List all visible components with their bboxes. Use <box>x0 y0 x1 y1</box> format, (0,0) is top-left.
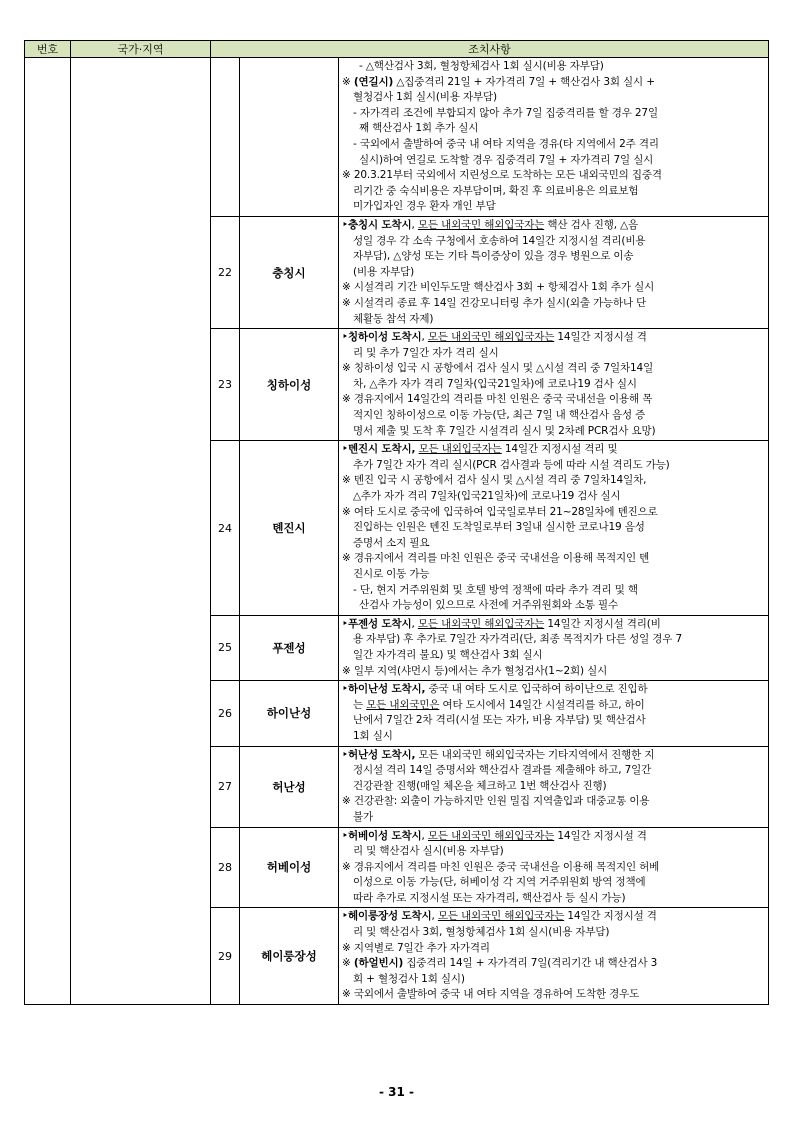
line-text: 난에서 7일간 2차 격리(시설 또는 자가, 비용 자부담) 및 핵산검사 <box>353 714 646 727</box>
measure-line <box>342 598 764 614</box>
line-text: ※ 경유지에서 격리를 마친 인원은 중국 국내선을 이용해 목적지인 허베 <box>342 860 660 873</box>
measure-line <box>342 875 764 891</box>
underlined-text: 모든 내외입국자는 <box>418 443 502 456</box>
line-text: , <box>411 218 418 231</box>
bold-text: (하얼빈시) <box>353 957 404 970</box>
region-name-cell: 헤이룽장성 <box>240 908 339 1005</box>
region-number-cell: 22 <box>211 216 240 328</box>
region-name-cell <box>240 58 339 217</box>
measure-line <box>342 748 764 764</box>
line-text: 미가입자인 경우 환자 개인 부담 <box>353 200 496 213</box>
line-text: 리 및 추가 7일간 자가 격리 실시 <box>353 346 499 359</box>
line-text: ‣ <box>342 331 349 344</box>
header-no: 번호 <box>25 41 71 58</box>
line-text: ※ <box>342 957 354 970</box>
measure-line <box>342 168 764 184</box>
measure-line <box>342 361 764 377</box>
line-text: 14일간 지정시설 격리 및 <box>501 443 618 456</box>
measure-line <box>342 199 764 215</box>
region-number-cell: 26 <box>211 681 240 746</box>
measure-line <box>342 75 764 91</box>
table-row <box>25 58 769 217</box>
measure-line <box>342 925 764 941</box>
line-text: 실시)하여 연길로 도착할 경우 집중격리 7일 + 자가격리 7일 실시 <box>359 153 654 166</box>
country-cell <box>71 58 211 1005</box>
measure-line <box>342 59 764 75</box>
line-text: △추가 자가 격리 7일차(입국21일차)에 코로나19 검사 실시 <box>353 490 621 503</box>
measure-line <box>342 567 764 583</box>
measure-line <box>342 121 764 137</box>
measure-line <box>342 713 764 729</box>
header-measures: 조치사항 <box>211 41 769 58</box>
line-text: 14일간 지정시설 격 <box>564 910 657 923</box>
line-text: (비용 자부담) <box>353 265 415 278</box>
line-text: 모든 내외국민 해외입국자는 기타지역에서 진행한 지 <box>415 748 655 761</box>
measures-cell <box>339 908 769 1005</box>
measure-line <box>342 265 764 281</box>
measure-line <box>342 648 764 664</box>
bold-text: 푸젠성 도착시 <box>348 617 412 630</box>
line-text: ‣ <box>342 748 349 761</box>
region-name-cell: 허난성 <box>240 746 339 827</box>
measure-line <box>342 458 764 474</box>
region-number-cell: 27 <box>211 746 240 827</box>
line-text: ※ 경유지에서 격리를 마친 인원은 중국 국내선을 이용해 목적지인 톈 <box>342 552 650 565</box>
region-number-cell: 23 <box>211 329 240 441</box>
measure-line <box>342 408 764 424</box>
line-text: 불가 <box>353 810 373 823</box>
line-text: ‣ <box>342 218 349 231</box>
measure-line <box>342 909 764 925</box>
line-text: 째 핵산검사 1회 추가 실시 <box>359 122 479 135</box>
measure-line <box>342 682 764 698</box>
measures-table <box>24 40 769 1005</box>
line-text: 혈청검사 1회 실시(비용 자부담) <box>353 91 497 104</box>
underlined-text: 모든 내외국민 해외입국자는 <box>427 829 555 842</box>
line-text: ※ 지역별로 7일간 추가 자가격리 <box>342 941 490 954</box>
region-name-cell: 충칭시 <box>240 216 339 328</box>
measure-line <box>342 956 764 972</box>
line-text: 체활동 참석 자제) <box>353 312 434 325</box>
line-text: 명서 제출 및 도착 후 7일간 시설격리 실시 및 2차례 PCR검사 요망) <box>353 424 656 437</box>
measure-line <box>342 330 764 346</box>
line-text: 핵산 검사 진행, △음 <box>544 218 639 231</box>
bold-text: 허베이성 도착시 <box>348 829 422 842</box>
line-text: ‣ <box>342 683 349 696</box>
underlined-text: 모든 내외국민 해외입국자는 <box>427 331 555 344</box>
line-text: 중국 내 여타 도시로 입국하여 하이난으로 진입하 <box>425 683 648 696</box>
line-text: ※ 칭하이성 입국 시 공항에서 검사 실시 및 △시설 격리 중 7일차14일 <box>342 362 654 375</box>
line-text: ※ 경유지에서 14일간의 격리를 마친 인원은 중국 국내선을 이용해 목 <box>342 393 653 406</box>
line-text: 는 <box>353 698 367 711</box>
measure-line <box>342 473 764 489</box>
line-text: ※ 20.3.21부터 국외에서 지린성으로 도착하는 모든 내외국민의 집중격 <box>342 169 662 182</box>
measure-line <box>342 377 764 393</box>
line-text: ※ 시설격리 종료 후 14일 건강모니터링 추가 실시(외출 가능하나 단 <box>342 296 647 309</box>
line-text: ‣ <box>342 617 349 630</box>
measures-cell <box>339 329 769 441</box>
measures-cell <box>339 746 769 827</box>
line-text: 정시설 격리 14일 증명서와 핵산검사 결과를 제출해야 하고, 7일간 <box>353 764 652 777</box>
measure-line <box>342 763 764 779</box>
line-text: - 단, 현지 거주위원회 및 호텔 방역 정책에 따라 추가 격리 및 핵 <box>353 583 638 596</box>
measure-line <box>342 583 764 599</box>
region-number-cell: 29 <box>211 908 240 1005</box>
region-name-cell: 칭하이성 <box>240 329 339 441</box>
measure-line <box>342 536 764 552</box>
line-text: 추가 7일간 자가 격리 실시(PCR 검사결과 등에 따라 시설 격리도 가능) <box>353 458 670 471</box>
region-name-cell: 푸젠성 <box>240 615 339 680</box>
measure-line <box>342 779 764 795</box>
measure-line <box>342 184 764 200</box>
line-text: 이성으로 이동 가능(단, 허베이성 각 지역 거주위원회 방역 정책에 <box>353 876 646 889</box>
measure-line <box>342 218 764 234</box>
measure-line <box>342 617 764 633</box>
measure-line <box>342 392 764 408</box>
underlined-text: 모든 내외국민은 <box>366 698 440 711</box>
line-text: ‣ <box>342 829 349 842</box>
region-number-cell <box>211 58 240 217</box>
region-number-cell: 25 <box>211 615 240 680</box>
measure-line <box>342 520 764 536</box>
line-text: ※ 일부 지역(샤먼시 등)에서는 추가 혈청검사(1~2회) 실시 <box>342 664 608 677</box>
measure-line <box>342 442 764 458</box>
measure-line <box>342 106 764 122</box>
line-text: 차, △추가 자가 격리 7일차(입국21일차)에 코로나19 검사 실시 <box>353 377 637 390</box>
line-text: - △핵산검사 3회, 혈청항체검사 1회 실시(비용 자부담) <box>359 60 604 72</box>
measure-line <box>342 632 764 648</box>
measure-line <box>342 891 764 907</box>
measure-line <box>342 90 764 106</box>
line-text: ※ 국외에서 출발하여 중국 내 여타 지역을 경유하여 도착한 경우도 <box>342 988 640 1001</box>
line-text: 14일간 지정시설 격 <box>554 331 647 344</box>
line-text: ‣ <box>342 910 349 923</box>
line-text: 리기간 중 숙식비용은 자부담이며, 확진 후 의료비용은 의료보험 <box>353 184 639 197</box>
region-name-cell: 허베이성 <box>240 827 339 908</box>
measure-line <box>342 296 764 312</box>
line-text: 진시로 이동 가능 <box>353 568 430 580</box>
measure-line <box>342 346 764 362</box>
line-text: , <box>421 829 428 842</box>
line-text: - 국외에서 출발하여 중국 내 여타 지역을 경유(타 지역에서 2주 격리 <box>353 137 659 150</box>
measure-line <box>342 698 764 714</box>
line-text: 회 + 혈청검사 1회 실시) <box>353 972 465 985</box>
line-text: , <box>411 617 418 630</box>
region-number-cell: 28 <box>211 827 240 908</box>
measure-line <box>342 249 764 265</box>
number-cell <box>25 58 71 1005</box>
bold-text: (연길시) <box>353 75 394 88</box>
underlined-text: 모든 내외국민 해외입국자는 <box>417 617 545 630</box>
bold-text: 칭하이성 도착시 <box>348 331 422 344</box>
bold-text: 하이난성 도착시, <box>348 683 426 696</box>
measure-line <box>342 137 764 153</box>
measure-line <box>342 972 764 988</box>
measure-line <box>342 234 764 250</box>
measures-cell <box>339 827 769 908</box>
measure-line <box>342 280 764 296</box>
measure-line <box>342 664 764 680</box>
bold-text: 허난성 도착시, <box>348 748 416 761</box>
line-text: 진입하는 인원은 톈진 도착일로부터 3일내 실시한 코로나19 음성 <box>353 521 645 534</box>
line-text: ※ 시설격리 기간 비인두도말 핵산검사 3회 + 항체검사 1회 추가 실시 <box>342 281 655 294</box>
line-text: 1회 실시 <box>353 729 393 742</box>
measure-line <box>342 489 764 505</box>
line-text: 따라 추가로 지정시설 또는 자가격리, 핵산검사 등 실시 가능) <box>353 891 626 904</box>
region-name-cell: 톈진시 <box>240 441 339 616</box>
line-text: , <box>421 331 428 344</box>
measure-line <box>342 729 764 745</box>
measure-line <box>342 810 764 826</box>
line-text: ‣ <box>342 443 349 456</box>
line-text: 집중격리 14일 + 자가격리 7일(격리기간 내 핵산검사 3 <box>403 957 658 970</box>
underlined-text: 모든 내외국민 해외입국자는 <box>437 910 565 923</box>
measures-table-container <box>24 40 768 1005</box>
header-country: 국가·지역 <box>71 41 211 58</box>
region-name-cell: 하이난성 <box>240 681 339 746</box>
line-text: ※ 톈진 입국 시 공항에서 검사 실시 및 △시설 격리 중 7일차14일차, <box>342 474 647 487</box>
line-text: 성일 경우 각 소속 구청에서 호송하여 14일간 지정시설 격리(비용 <box>353 234 646 247</box>
measure-line <box>342 844 764 860</box>
measure-line <box>342 829 764 845</box>
measure-line <box>342 941 764 957</box>
measure-line <box>342 505 764 521</box>
line-text: 14일간 지정시설 격리(비 <box>544 617 661 630</box>
bold-text: 충칭시 도착시 <box>348 218 412 231</box>
bold-text: 톈진시 도착시, <box>348 443 416 456</box>
line-text: - 자가격리 조건에 부합되지 않아 추가 7일 집중격리를 할 경우 27일 <box>353 106 658 119</box>
line-text: 일간 자가격리 불요) 및 핵산검사 3회 실시 <box>353 648 543 661</box>
line-text: 리 및 핵산검사 3회, 혈청항체검사 1회 실시(비용 자부담) <box>353 926 610 939</box>
table-header-row <box>25 41 769 58</box>
line-text: , <box>431 910 438 923</box>
line-text: 산검사 가능성이 있으므로 사전에 거주위원회와 소통 필수 <box>359 599 618 612</box>
measures-cell <box>339 58 769 217</box>
underlined-text: 모든 내외국민 해외입국자는 <box>417 218 545 231</box>
measure-line <box>342 424 764 440</box>
line-text: 14일간 지정시설 격 <box>554 829 647 842</box>
line-text: △집중격리 21일 + 자가격리 7일 + 핵산검사 3회 실시 + <box>393 75 655 88</box>
measures-cell <box>339 615 769 680</box>
line-text: ※ <box>342 75 354 88</box>
line-text: ※ 여타 도시로 중국에 입국하여 입국일로부터 21~28일차에 톈진으로 <box>342 505 658 518</box>
line-text: 증명서 소지 필요 <box>353 536 430 549</box>
measure-line <box>342 312 764 328</box>
measures-cell <box>339 441 769 616</box>
measure-line <box>342 551 764 567</box>
line-text: 적지인 칭하이성으로 이동 가능(단, 최근 7일 내 핵산검사 음성 증 <box>353 409 646 422</box>
line-text: 자부담), △양성 또는 기타 특이증상이 있을 경우 병원으로 이송 <box>353 250 634 263</box>
line-text: 여타 도시에서 14일간 시설격리를 하고, 하이 <box>439 698 645 711</box>
region-number-cell: 24 <box>211 441 240 616</box>
line-text: 리 및 핵산검사 실시(비용 자부담) <box>353 845 504 858</box>
line-text: 건강관찰 진행(매일 체온을 체크하고 1번 핵산검사 진행) <box>353 779 607 792</box>
page-number: - 31 - <box>378 1085 414 1099</box>
measures-cell <box>339 681 769 746</box>
measure-line <box>342 153 764 169</box>
measures-cell <box>339 216 769 328</box>
measure-line <box>342 987 764 1003</box>
measure-line <box>342 860 764 876</box>
measure-line <box>342 794 764 810</box>
line-text: 용 자부담) 후 추가로 7일간 자가격리(단, 최종 목적지가 다른 성일 경우 7 <box>353 633 683 646</box>
line-text: ※ 건강관찰: 외출이 가능하지만 인원 밀집 지역출입과 대중교통 이용 <box>342 795 650 808</box>
bold-text: 헤이룽장성 도착시 <box>348 910 432 923</box>
